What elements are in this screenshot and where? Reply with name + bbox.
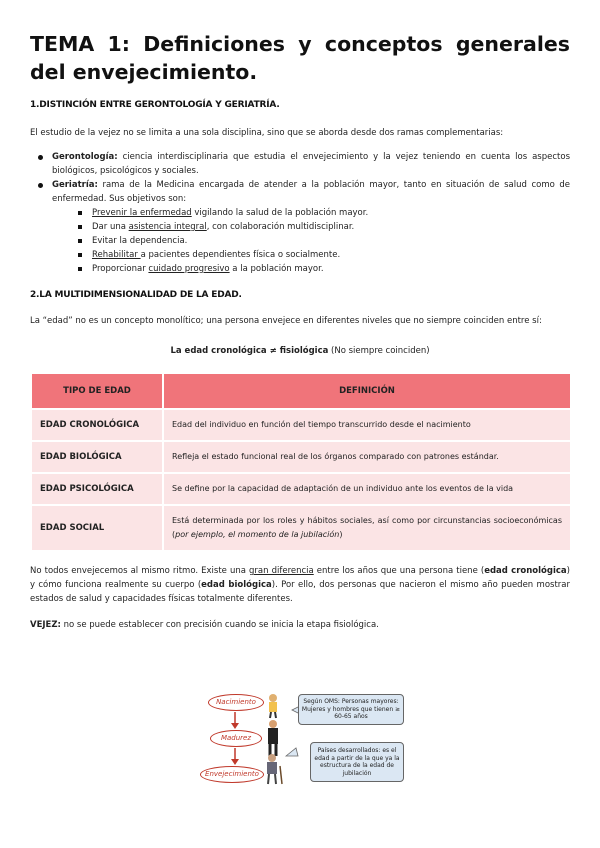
disciplines-list (30, 150, 570, 276)
table-row (31, 409, 571, 441)
rhythm-paragraph: No todos envejecemos al mismo ritmo. Existe una gran diferencia entre los años que una persona tiene (edad cronológica) y cómo funciona realmente su cuerpo (edad biológica). Por ello, dos personas que nacieron el mismo año pueden mostrar estados de salud y capacidades físicas totalmente diferentes. (30, 566, 570, 604)
table-row (31, 473, 571, 505)
gerontologia-text: ciencia interdisciplinaria que estudia el envejecimiento y la vejez teniendo en cuenta los aspectos biológicos, psicológicos y sociales. (52, 152, 570, 176)
table-header-row (31, 373, 571, 409)
vejez-paragraph: VEJEZ: no se puede establecer con precisión cuando se inicia la etapa fisiológica. (30, 620, 379, 630)
age-caption: La edad cronológica ≠ fisiológica (No siempre coinciden) (170, 346, 430, 356)
age-definition: Se define por la capacidad de adaptación de un individuo ante los eventos de la vida (163, 473, 571, 505)
child-figure-icon (269, 694, 277, 718)
adult-figure-icon (268, 720, 278, 756)
age-definition: Refleja el estado funcional real de los órganos comparado con patrones estándar. (163, 441, 571, 473)
age-definition: Está determinada por los roles y hábitos sociales, así como por circunstancias socioeconómicas (por ejemplo, el momento de la jubilación) (163, 505, 571, 551)
aging-diagram (200, 688, 460, 788)
section1-intro: El estudio de la vejez no se limita a una sola disciplina, sino que se aborda desde dos ramas complementarias: (30, 128, 504, 138)
stage-birth: Nacimiento (208, 694, 264, 711)
section-heading-2: 2.LA MULTIDIMENSIONALIDAD DE LA EDAD. (30, 290, 242, 300)
page-title: TEMA 1: Definiciones y conceptos generales del envejecimiento. (30, 32, 570, 84)
header-definicion: DEFINICIÓN (163, 373, 571, 409)
list-item: Evitar la dependencia. (92, 234, 570, 248)
age-type: EDAD BIOLÓGICA (31, 441, 163, 473)
list-item-geriatria (52, 178, 570, 276)
age-definition: Edad del individuo en función del tiempo transcurrido desde el nacimiento (163, 409, 571, 441)
list-item: Prevenir la enfermedad vigilando la salud de la población mayor. (92, 206, 570, 220)
age-type: EDAD PSICOLÓGICA (31, 473, 163, 505)
geriatria-text: rama de la Medicina encargada de atender a la población mayor, tanto en situación de salud como de enfermedad. Sus objetivos son: (52, 180, 570, 204)
term-gerontologia: Gerontología: (52, 152, 118, 162)
section-heading-1: 1.DISTINCIÓN ENTRE GERONTOLOGÍA Y GERIATRÍA. (30, 100, 280, 110)
term-geriatria: Geriatría: (52, 180, 98, 190)
table-row (31, 505, 571, 551)
elderly-figure-icon (267, 754, 282, 784)
objectives-list (52, 206, 570, 276)
list-item: Rehabilitar a pacientes dependientes física o socialmente. (92, 248, 570, 262)
header-tipo: TIPO DE EDAD (31, 373, 163, 409)
age-types-table (30, 372, 572, 552)
list-item: Dar una asistencia integral, con colaboración multidisciplinar. (92, 220, 570, 234)
oms-bubble: Según OMS: Personas mayores: Mujeres y hombres que tienen ≥ 60-65 años (298, 694, 404, 725)
age-type: EDAD SOCIAL (31, 505, 163, 551)
section2-intro: La “edad” no es un concepto monolítico; una persona envejece en diferentes niveles que no siempre coinciden entre sí: (30, 316, 542, 326)
list-item-gerontologia (52, 150, 570, 178)
stage-aging: Envejecimiento (200, 766, 264, 783)
table-row (31, 441, 571, 473)
stage-maturity: Madurez (210, 730, 262, 747)
age-type: EDAD CRONOLÓGICA (31, 409, 163, 441)
list-item: Proporcionar cuidado progresivo a la población mayor. (92, 262, 570, 276)
developed-countries-bubble: Países desarrollados: es el edad a partir de la que ya la estructura de la edad de jubilación (310, 742, 404, 782)
